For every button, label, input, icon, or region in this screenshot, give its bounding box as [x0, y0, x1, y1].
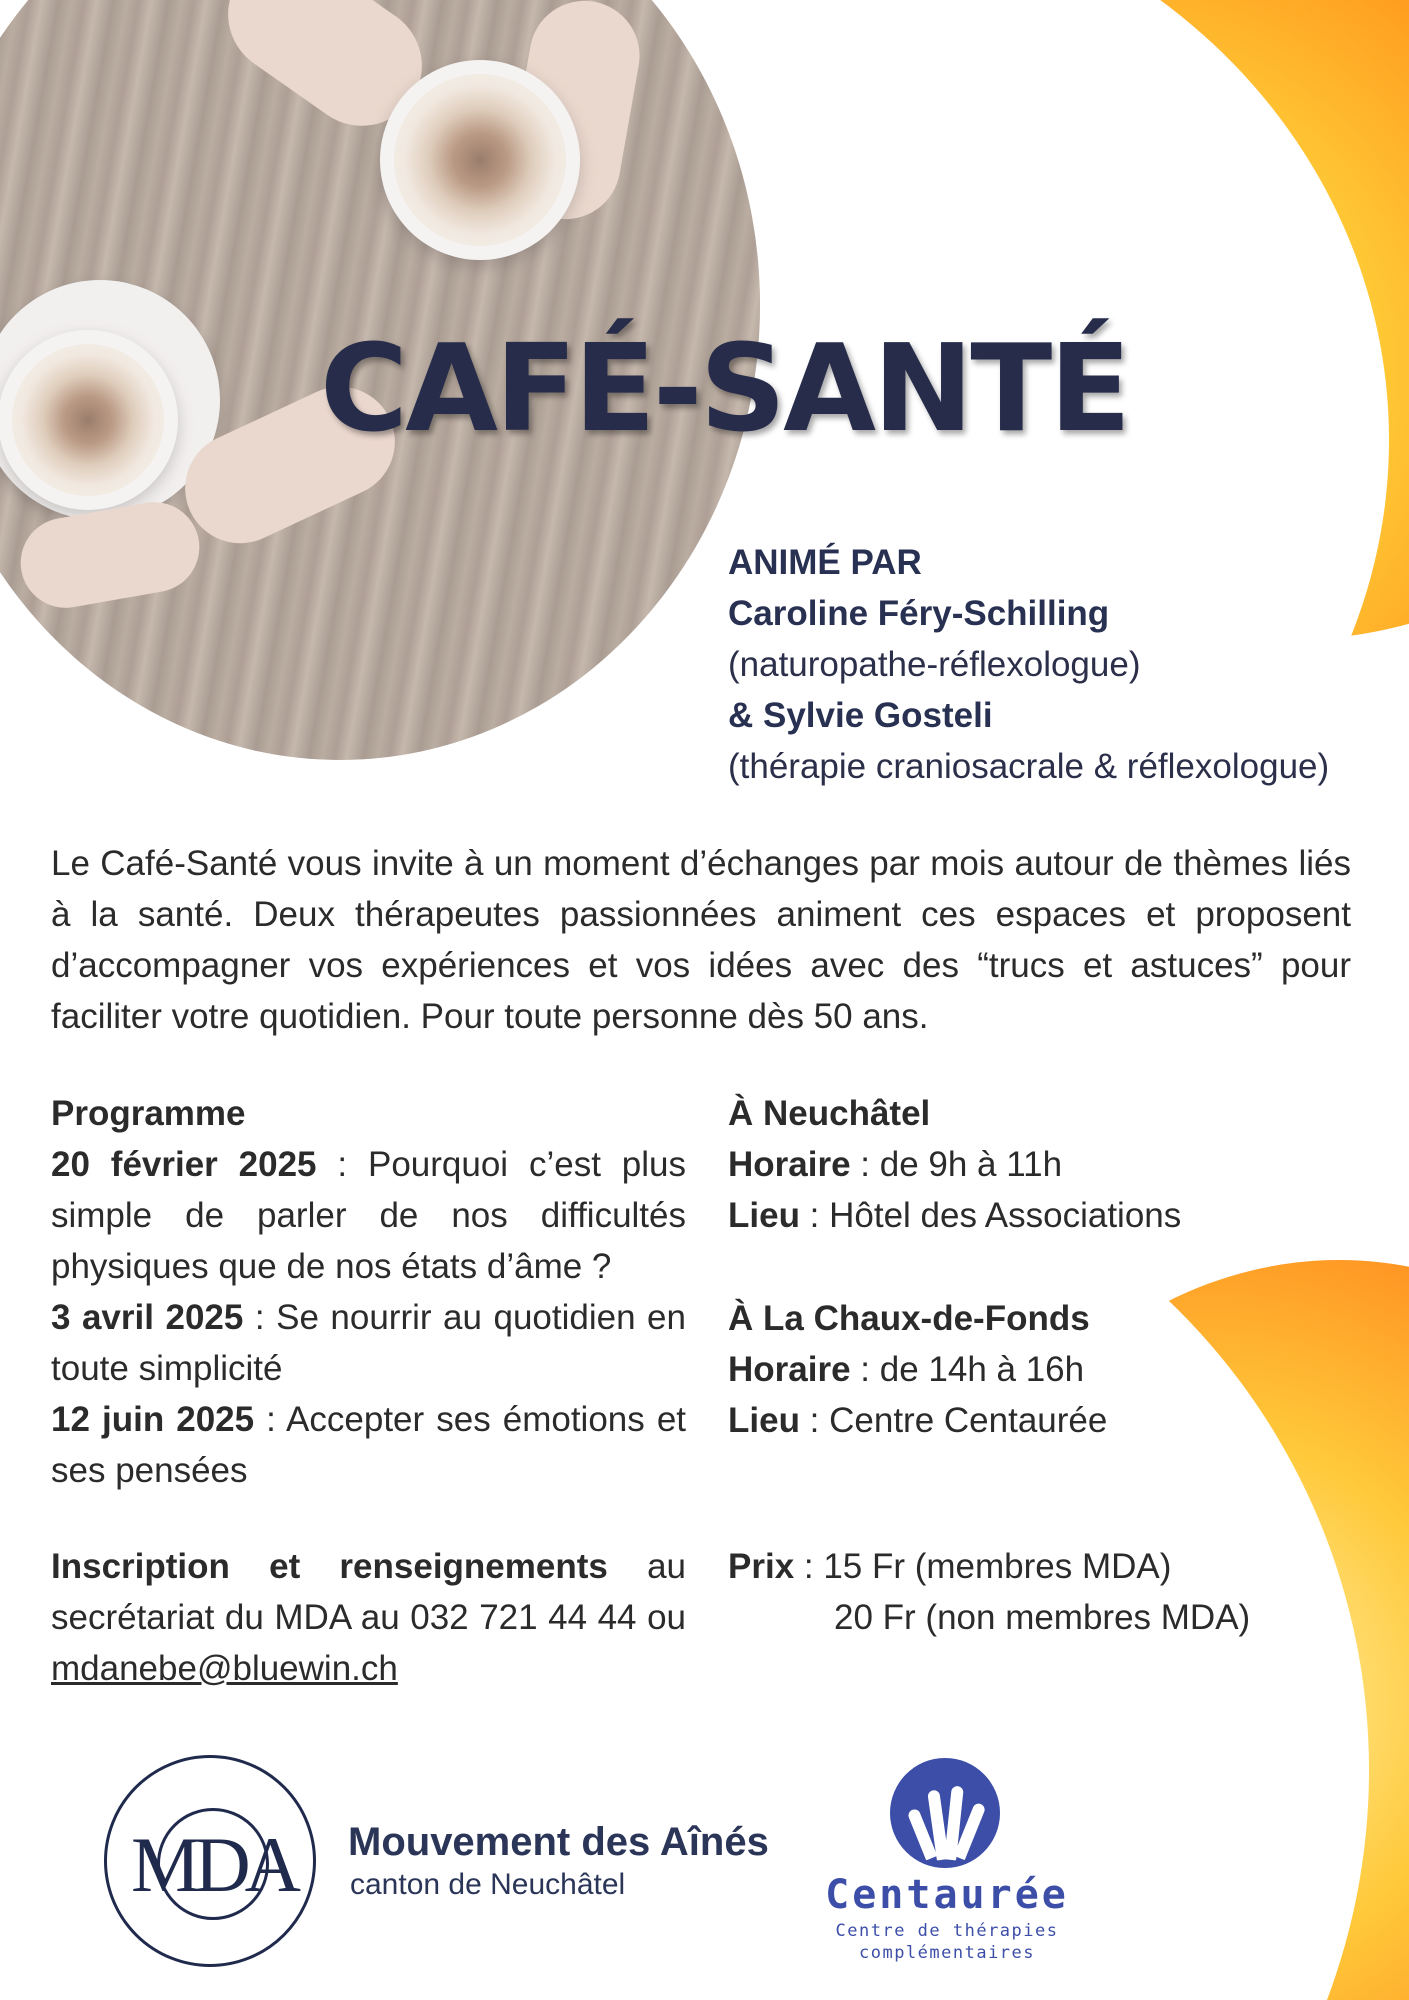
- centauree-subtitle: Centre de thérapies complémentaires: [835, 1921, 1059, 1963]
- horaire-value: : de 14h à 16h: [850, 1350, 1085, 1389]
- programme-topic: Se nourrir au quotidien en toute simplicité: [51, 1298, 686, 1388]
- location-heading: À Neuchâtel: [728, 1094, 931, 1133]
- programme-date: 12 juin 2025: [51, 1400, 255, 1439]
- inscription-label: Inscription et renseignements: [51, 1547, 608, 1586]
- inscription-text: [51, 1541, 686, 1694]
- presenter-name: & Sylvie Gosteli: [728, 696, 993, 735]
- location-heading: À La Chaux-de-Fonds: [728, 1299, 1090, 1338]
- programme-item: [51, 1394, 686, 1496]
- separator: :: [243, 1298, 277, 1337]
- mda-logo: [104, 1755, 316, 1967]
- location-lieu: [728, 1190, 1348, 1241]
- prix-block: [728, 1541, 1348, 1643]
- lieu-value: : Hôtel des Associations: [799, 1196, 1182, 1235]
- prix-line: [728, 1541, 1348, 1592]
- separator: :: [316, 1145, 368, 1184]
- location-horaire: [728, 1139, 1348, 1190]
- intro-paragraph: Le Café-Santé vous invite à un moment d’échanges par mois autour de thèmes liés à la santé. Deux thérapeutes passionnées animent ces espaces et proposent d’accompagner vos expériences et vos idées avec des “trucs et astuces” pour faciliter votre quotidien. Pour toute personne dès 50 ans.: [51, 844, 1351, 1036]
- location-lieu: [728, 1395, 1348, 1446]
- inscription-block: [51, 1541, 686, 1694]
- lieu-value: : Centre Centaurée: [799, 1401, 1108, 1440]
- prix-label: Prix: [728, 1547, 795, 1586]
- programme-item: [51, 1292, 686, 1394]
- separator: :: [254, 1400, 287, 1439]
- page-title: CAFÉ-SANTÉ: [320, 320, 1129, 459]
- inscription-details: au secrétariat du MDA au 032 721 44 44 ou: [51, 1547, 686, 1637]
- programme-topic: Pourquoi c’est plus simple de parler de nos difficultés physiques que de nos états d’âme ?: [51, 1145, 686, 1286]
- lieu-label: Lieu: [728, 1196, 800, 1235]
- programme-date: 20 février 2025: [51, 1145, 317, 1184]
- presenter-role: (naturopathe-réflexologue): [728, 645, 1141, 684]
- centauree-name: Centaurée: [825, 1872, 1069, 1918]
- email-link[interactable]: mdanebe@bluewin.ch: [51, 1649, 398, 1688]
- horaire-value: : de 9h à 11h: [850, 1145, 1063, 1184]
- programme-section: [51, 1088, 686, 1496]
- presenters-heading: ANIMÉ PAR: [728, 543, 922, 582]
- horaire-label: Horaire: [728, 1350, 851, 1389]
- mda-name: Mouvement des Aînés: [348, 1820, 769, 1864]
- programme-item: [51, 1139, 686, 1292]
- centauree-flower-icon: [890, 1758, 1000, 1868]
- mda-subtitle: canton de Neuchâtel: [350, 1868, 626, 1901]
- programme-topic: Accepter ses émotions et ses pensées: [51, 1400, 687, 1490]
- prix-non-members: 20 Fr (non membres MDA): [834, 1598, 1251, 1637]
- horaire-label: Horaire: [728, 1145, 851, 1184]
- programme-date: 3 avril 2025: [51, 1298, 244, 1337]
- presenter-name: Caroline Féry-Schilling: [728, 594, 1110, 633]
- lieu-label: Lieu: [728, 1401, 800, 1440]
- prix-members: : 15 Fr (membres MDA): [794, 1547, 1172, 1586]
- presenter-role: (thérapie craniosacrale & réflexologue): [728, 747, 1330, 786]
- programme-heading: Programme: [51, 1094, 246, 1133]
- presenters-block: [728, 537, 1329, 792]
- locations-section: [728, 1088, 1348, 1446]
- mda-monogram: MDA: [130, 1821, 295, 1908]
- location-horaire: [728, 1344, 1348, 1395]
